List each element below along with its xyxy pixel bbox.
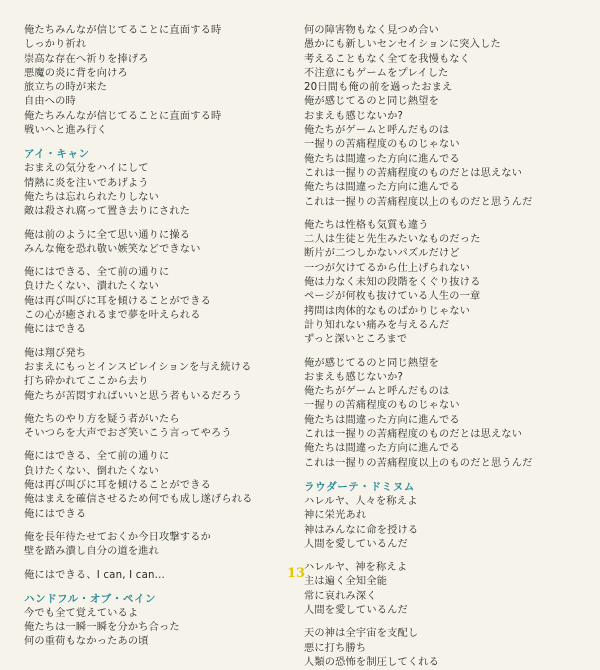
lyric-line: これは一握りの苦痛程度のものだとは思えない [304, 429, 523, 441]
lyric-line: 俺が感じてるのと同じ熱望を [304, 357, 440, 369]
right-column [304, 24, 574, 670]
stanza-gap [24, 522, 294, 531]
lyric-line: 人間を愛しているんだ [304, 538, 408, 550]
lyric-line: 敵は殺され腐って置き去りにされた [24, 206, 191, 218]
stanza-gap [304, 552, 574, 561]
lyric-line: ハレルヤ、神を称えよ [304, 562, 408, 574]
lyric-line: 俺にはできる [24, 324, 87, 336]
lyric-line: 俺は再び叫びに耳を傾けることができる [24, 480, 211, 492]
lyric-line: おまえも感じないか? [304, 371, 404, 383]
lyric-line: これは一握りの苦痛程度以上のものだと思うんだ [304, 457, 533, 469]
song-title: ハンドフル・オブ・ペイン [24, 592, 157, 605]
lyric-line: 断片が二つしかないパズルだけど [304, 248, 460, 260]
stanza-gap [24, 257, 294, 266]
lyric-line: これは一握りの苦痛程度以上のものだと思うんだ [304, 196, 533, 208]
stanza-gap [24, 560, 294, 569]
lyric-line: 俺たちがゲームと呼んだものは [304, 125, 450, 137]
lyric-line: 人間を愛しているんだ [304, 604, 408, 616]
stanza-gap [304, 348, 574, 357]
lyric-line: そいつらを大声でおざ笑いこう言ってやろう [24, 428, 232, 440]
lyric-line: おまえも感じないか? [304, 110, 404, 122]
lyric-line: 一つが欠けてるから仕上げられない [304, 262, 471, 274]
stanza-gap [304, 210, 574, 219]
lyric-line: ずっと深いところまで [304, 334, 408, 346]
lyric-line: 情熱に炎を注いであげよう [24, 177, 149, 189]
lyric-line: しっかり祈れ [24, 39, 87, 51]
left-column [24, 24, 294, 650]
lyric-line: 俺たちみんなが信じてることに直面する時 [24, 110, 222, 122]
lyric-line: みんな俺を恐れ敬い嫉笑などできない [24, 243, 201, 255]
lyric-line: おまえにもっとインスピレイションを与え続ける [24, 361, 252, 373]
lyric-line: 天の神は全宇宙を支配し [304, 628, 419, 640]
lyric-line: おまえの気分をハイにして [24, 163, 149, 175]
lyric-line: 二人は生徒と先生みたいなものだった [304, 234, 481, 246]
lyric-line: 何の重荷もなかったあの頃 [24, 636, 149, 648]
lyric-line: この心が癒されるまで夢を叶えられる [24, 310, 201, 322]
song-title: ラウダーテ・ドミヌム [304, 480, 415, 493]
stanza-gap [24, 404, 294, 413]
lyric-line: 旅立ちの時が来た [24, 82, 108, 94]
lyric-line: 不注意にもゲームをプレイした [304, 67, 449, 79]
lyric-line: 戦いへと進み行く [24, 125, 108, 137]
lyric-line: 俺はまえを確信させるため何でも成し遂げられる [24, 494, 253, 506]
lyric-line: 主は遍く全知全能 [304, 576, 388, 588]
lyric-line: 俺が感じてるのと同じ熱望を [304, 96, 440, 108]
lyric-line: 壁を踏み潰し自分の道を進れ [24, 546, 160, 558]
lyric-line: 一握りの苦痛程度のものじゃない [304, 139, 460, 151]
page-number: 13 [287, 566, 306, 581]
lyric-line: 考えることもなく全てを我慢もなく [304, 53, 471, 65]
lyric-line: 常に哀れみ深く [304, 590, 377, 602]
lyric-line: 俺たちのやり方を疑う者がいたら [24, 413, 180, 425]
lyric-line: ページが何枚も抜けている人生の一章 [304, 291, 481, 303]
lyric-line: 神はみんなに命を授ける [304, 524, 419, 536]
stanza-gap [304, 618, 574, 627]
lyric-line: 負けたくない、潰れたくない [24, 281, 160, 293]
stanza-gap [24, 220, 294, 229]
lyric-line: 崇高な存在へ祈りを捧げろ [24, 53, 149, 65]
lyric-line: 自由への時 [24, 96, 76, 108]
lyric-line: 俺は前のように全て思い通りに操る [24, 229, 191, 241]
lyric-line: 悪魔の炎に背を向けろ [24, 67, 128, 79]
lyric-line: 俺たちは間違った方向に進んでる [304, 443, 460, 455]
stanza-gap [24, 338, 294, 347]
lyric-line: 今でも全て覚えているよ [24, 607, 139, 619]
lyric-line: 打ち砕かれてここから去り [24, 376, 149, 388]
stanza-gap [24, 583, 294, 592]
lyric-line: 俺にはできる、全て前の通りに [24, 267, 170, 279]
stanza-gap [304, 471, 574, 480]
song-title: アイ・キャン [24, 148, 90, 161]
lyric-line: 俺たちは一瞬一瞬を分かち合った [24, 622, 180, 634]
stanza-gap [24, 441, 294, 450]
lyric-line: 俺たちは間違った方向に進んでる [304, 414, 460, 426]
lyric-line: 悪に打ち勝ち [304, 642, 367, 654]
lyric-line: 負けたくない、倒れたくない [24, 465, 160, 477]
lyric-line: 拷問は肉体的なものばかりじゃない [304, 305, 471, 317]
stanza-gap [24, 138, 294, 147]
lyric-line: 俺たちが苦悶すればいいと思う者もいるだろう [24, 390, 243, 402]
lyric-line: 俺たちがゲームと呼んだものは [304, 386, 450, 398]
lyric-line: 俺たちは間違った方向に進んでる [304, 182, 460, 194]
lyric-line: 俺にはできる、I can, I can... [24, 569, 165, 581]
lyric-line: 俺にはできる [24, 508, 87, 520]
lyric-line: 人類の恐怖を制圧してくれる [304, 656, 440, 668]
lyric-line: 俺たちは忘れられたりしない [24, 191, 160, 203]
lyric-line: これは一握りの苦痛程度のものだとは思えない [304, 167, 523, 179]
lyric-line: 俺は翔び発ち [24, 347, 87, 359]
lyric-line: 俺は力なく未知の段階をくぐり抜ける [304, 277, 481, 289]
lyric-line: 何の障害物もなく見つめ合い [304, 25, 440, 36]
lyric-line: 20日間も俺の前を過ったおまえ [304, 82, 453, 94]
lyric-line: 俺たちみんなが信じてることに直面する時 [24, 25, 222, 36]
lyric-line: 俺を長年待たせておくか今日攻撃するか [24, 531, 211, 543]
lyric-line: 一握りの苦痛程度のものじゃない [304, 400, 460, 412]
lyric-line: 俺は再び叫びに耳を傾けることができる [24, 295, 211, 307]
lyric-line: 計り知れない痛みを与えるんだ [304, 319, 450, 331]
lyric-line: 俺たちは間違った方向に進んでる [304, 153, 460, 165]
lyric-line: 愚かにも新しいセンセイションに突入した [304, 39, 501, 51]
lyric-line: 俺たちは性格も気質も違う [304, 219, 429, 231]
lyric-line: ハレルヤ、人々を称えよ [304, 495, 418, 507]
lyric-line: 俺にはできる、全て前の通りに [24, 451, 170, 463]
lyric-line: 神に栄光あれ [304, 510, 367, 522]
